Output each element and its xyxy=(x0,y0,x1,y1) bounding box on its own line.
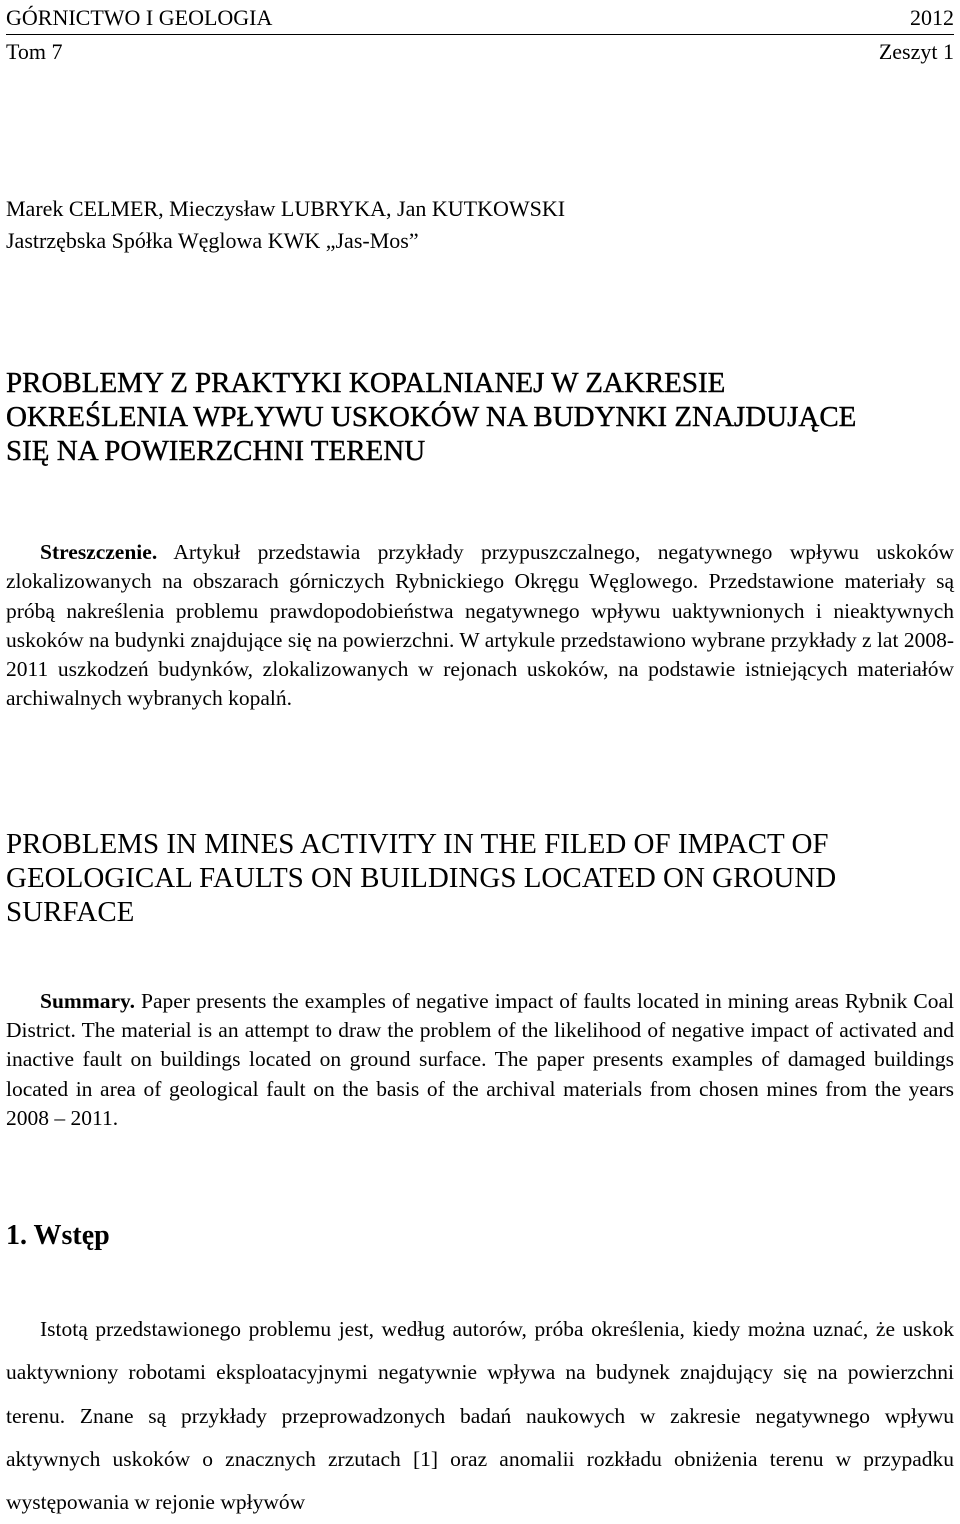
title-pl-line: OKREŚLENIA WPŁYWU USKOKÓW NA BUDYNKI ZNAJDUJĄCE xyxy=(6,401,857,433)
journal-name: GÓRNICTWO I GEOLOGIA xyxy=(6,5,273,30)
paper-title-pl xyxy=(6,366,954,468)
title-pl-line: PROBLEMY Z PRAKTYKI KOPALNIANEJ W ZAKRESIE xyxy=(6,367,726,399)
abstract-en-text: Paper presents the examples of negative impact of faults located in mining areas Rybnik Coal District. The material is an attempt to draw the problem of the likelihood of negative impact of activated and inactive fault on buildings located on ground surface. The paper presents examples of damaged buildings located in area of geological fault on the basis of the archival materials from chosen mines from the years 2008 – 2011. xyxy=(6,989,954,1130)
abstract-pl-text: Artykuł przedstawia przykłady przypuszczalnego, negatywnego wpływu uskoków zlokalizowanych na obszarach górniczych Rybnickiego Okręgu Węglowego. Przedstawione materiały są próbą nakreślenia problemu prawdopodobieństwa negatywnego wpływu uaktywnionych i nieaktywnych uskoków na budynki znajdujące się na powierzchni. W artykule przedstawiono wybrane przykłady z lat 2008-2011 uszkodzeń budynków, zlokalizowanych w rejonach uskoków, na podstawie istniejących materiałów archiwalnych wybranych kopalń. xyxy=(6,540,954,711)
title-en-line: GEOLOGICAL FAULTS ON BUILDINGS LOCATED ON GROUND xyxy=(6,862,837,894)
body-paragraph: Istotą przedstawionego problemu jest, według autorów, próba określenia, kiedy można uznać, że uskok uaktywniony robotami eksploatacyjnymi negatywnie wpływa na budynek znajdujący się na powierzchni terenu. Znane są przykłady przeprowadzonych badań naukowych w zakresie negatywnego wpływu aktywnych uskoków o znacznych zrzutach [1] oraz anomalii rozkładu obniżenia terenu w przypadku występowania w rejonie wpływów xyxy=(6,1317,954,1515)
paper-title-en xyxy=(6,827,954,929)
author-block xyxy=(6,193,565,257)
abstract-en xyxy=(6,987,954,1133)
running-header xyxy=(6,2,954,35)
abstract-pl-label: Streszczenie. xyxy=(40,540,158,564)
volume-issue-line xyxy=(6,36,954,68)
journal-year: 2012 xyxy=(910,5,954,30)
title-pl-line: SIĘ NA POWIERZCHNI TERENU xyxy=(6,435,426,467)
volume-number: Tom 7 xyxy=(6,39,63,64)
title-en-line: SURFACE xyxy=(6,896,135,928)
abstract-en-label: Summary. xyxy=(40,989,135,1013)
title-en-line: PROBLEMS IN MINES ACTIVITY IN THE FILED OF IMPACT OF xyxy=(6,828,829,860)
issue-number: Zeszyt 1 xyxy=(878,39,954,64)
author-names: Marek CELMER, Mieczysław LUBRYKA, Jan KUTKOWSKI xyxy=(6,196,566,221)
abstract-pl xyxy=(6,538,954,714)
author-affiliation: Jastrzębska Spółka Węglowa KWK „Jas-Mos” xyxy=(6,228,419,253)
section-heading: 1. Wstęp xyxy=(6,1220,110,1251)
